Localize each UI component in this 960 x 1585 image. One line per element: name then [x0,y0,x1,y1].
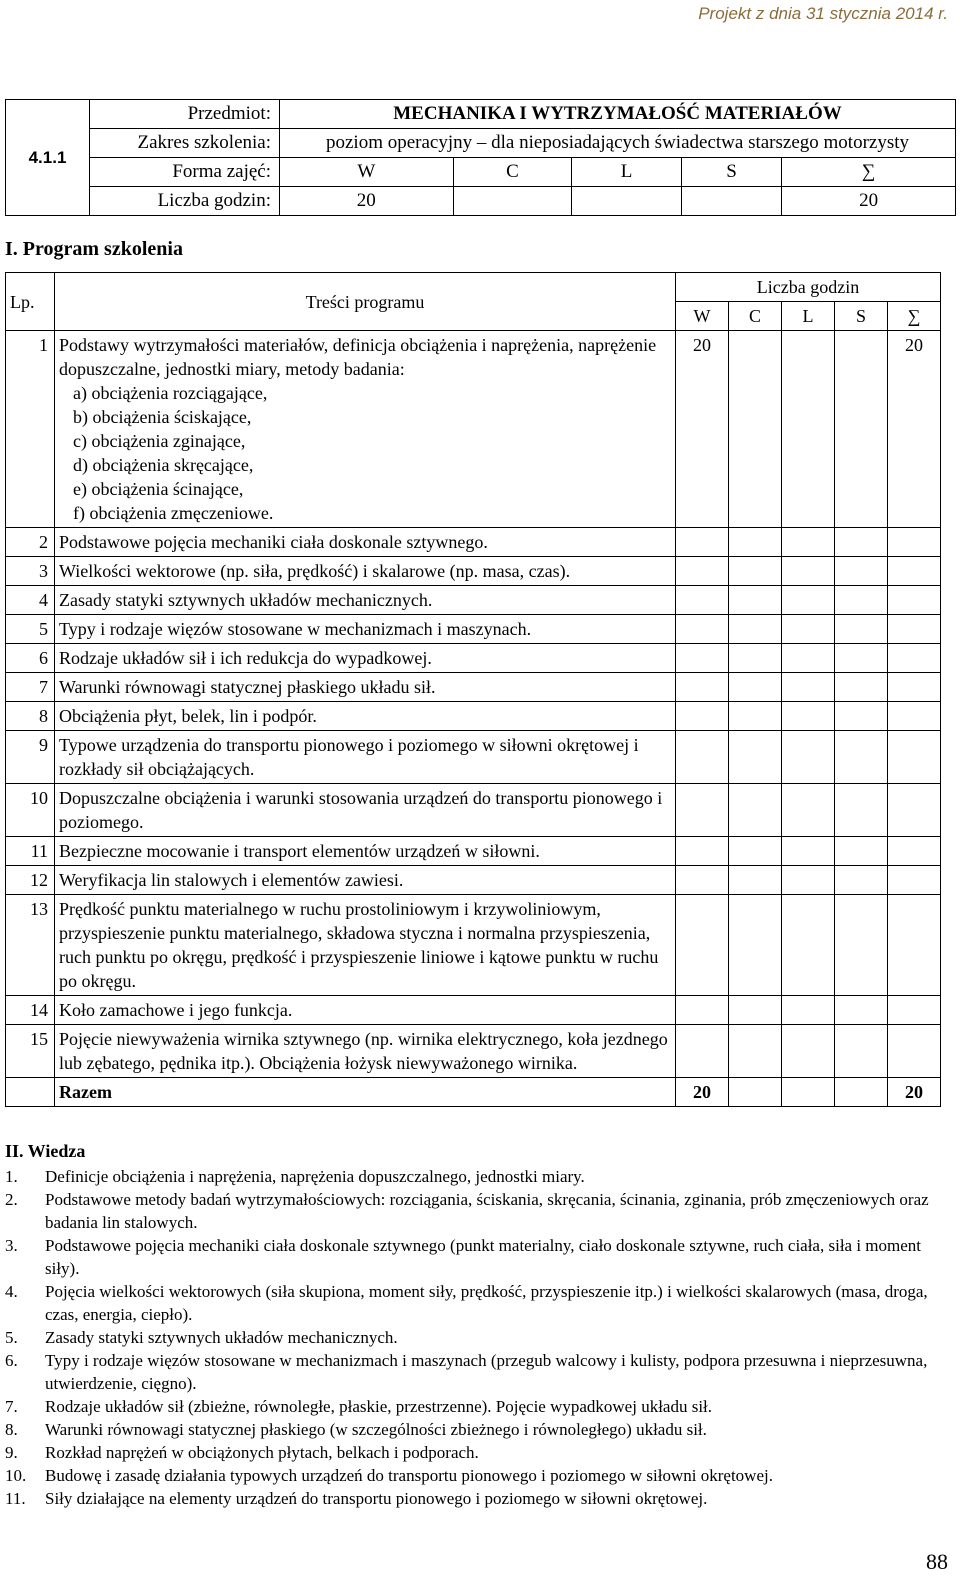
wiedza-item-text: Typy i rodzaje więzów stosowane w mechanizmach i maszynach (przegub walcowy i kulisty, podpora przesuwna i nieprzesuwna, utwierdzenie, cięgno). [45,1351,928,1393]
col-sum: ∑ [888,302,941,331]
program-row [6,557,941,586]
program-row-w: 20 [676,331,729,528]
subject-name: MECHANIKA I WYTRZYMAŁOŚĆ MATERIAŁÓW [280,100,956,129]
wiedza-item-text: Warunki równowagi statycznej płaskiego (w szczególności zbieżnego i równoległego) układu sił. [45,1420,707,1439]
program-row-sum [888,644,941,673]
wiedza-item [5,1165,945,1188]
program-row-number: 10 [6,784,55,837]
program-row-sum [888,996,941,1025]
wiedza-list [5,1165,945,1510]
liczba-c [453,187,572,216]
forma-w: W [280,158,454,187]
program-row-w [676,866,729,895]
wiedza-item [5,1326,945,1349]
wiedza-item-number: 5. [5,1328,18,1347]
program-row-sum [888,895,941,996]
wiedza-item [5,1280,945,1326]
program-row-number: 9 [6,731,55,784]
program-row-number: 1 [6,331,55,528]
program-row-content [55,731,676,784]
program-row-content [55,615,676,644]
wiedza-item-number: 2. [5,1190,18,1209]
wiedza-item-number: 1. [5,1167,18,1186]
wiedza-item [5,1464,945,1487]
program-row [6,731,941,784]
program-row-w [676,784,729,837]
program-row-sum [888,615,941,644]
program-row-content [55,702,676,731]
program-row-text: Dopuszczalne obciążenia i warunki stosowania urządzeń do transportu pionowego i poziomego. [59,788,663,832]
program-row-text: Podstawy wytrzymałości materiałów, definicja obciążenia i naprężenia, naprężenie dopuszczalne, jednostki miary, metody badania: [59,335,657,379]
program-row-w [676,615,729,644]
forma-c: C [453,158,572,187]
program-row-content [55,895,676,996]
forma-label: Forma zajęć: [90,158,280,187]
subject-label: Przedmiot: [90,100,280,129]
program-row-w [676,644,729,673]
wiedza-item-text: Rodzaje układów sił (zbieżne, równoległe, płaskie, przestrzenne). Pojęcie wypadkowej układu sił. [45,1397,713,1416]
subject-code: 4.1.1 [6,100,90,216]
program-row-number: 15 [6,1025,55,1078]
wiedza-item-number: 8. [5,1420,18,1439]
program-row-w [676,1025,729,1078]
wiedza-item-text: Podstawowe pojęcia mechaniki ciała doskonale sztywnego (punkt materialny, ciało doskonale sztywne, ruch ciała, siła i moment siły). [45,1236,922,1278]
wiedza-item [5,1487,945,1510]
wiedza-item-number: 11. [5,1489,26,1508]
program-subitem: f) obciążenia zmęczeniowe. [73,503,274,523]
wiedza-item-text: Rozkład naprężeń w obciążonych płytach, belkach i podporach. [45,1443,479,1462]
program-row-text: Wielkości wektorowe (np. siła, prędkość) i skalarowe (np. masa, czas). [59,561,571,581]
wiedza-item-text: Podstawowe metody badań wytrzymałościowych: rozciągania, ściskania, skręcania, ścinania, zginania, prób zmęczeniowych oraz badania lin stalowych. [45,1190,929,1232]
program-row-w [676,996,729,1025]
program-row-content [55,784,676,837]
program-row-text: Bezpieczne mocowanie i transport elementów urządzeń w siłowni. [59,841,540,861]
program-row-content [55,837,676,866]
program-row-text: Koło zamachowe i jego funkcja. [59,1000,293,1020]
program-row-w [676,895,729,996]
program-row-sum [888,837,941,866]
program-row-w [676,586,729,615]
program-row-number: 8 [6,702,55,731]
program-row-sum [888,784,941,837]
forma-l: L [572,158,681,187]
program-row-w [676,731,729,784]
wiedza-item-number: 3. [5,1236,18,1255]
total-empty [6,1078,55,1107]
program-row-number: 12 [6,866,55,895]
program-row-number: 14 [6,996,55,1025]
scope-value: poziom operacyjny – dla nieposiadających świadectwa starszego motorzysty [280,129,956,158]
program-subitem: e) obciążenia ścinające, [73,479,244,499]
col-l: L [782,302,835,331]
wiedza-item-number: 7. [5,1397,18,1416]
wiedza-item-text: Zasady statyki sztywnych układów mechanicznych. [45,1328,398,1347]
program-row-text: Zasady statyki sztywnych układów mechanicznych. [59,590,433,610]
program-row [6,784,941,837]
program-row-number: 2 [6,528,55,557]
wiedza-item [5,1395,945,1418]
program-row [6,586,941,615]
program-row-w [676,673,729,702]
liczba-l [572,187,681,216]
wiedza-item-text: Budowę i zasadę działania typowych urządzeń do transportu pionowego i poziomego w siłowni okrętowej. [45,1466,773,1485]
program-row [6,866,941,895]
program-row-w [676,528,729,557]
wiedza-item-number: 9. [5,1443,18,1462]
program-row-sum [888,866,941,895]
program-row-content [55,866,676,895]
program-row [6,615,941,644]
program-row-number: 4 [6,586,55,615]
scope-label: Zakres szkolenia: [90,129,280,158]
program-subitem: b) obciążenia ściskające, [73,407,252,427]
program-row-text: Typy i rodzaje więzów stosowane w mechanizmach i maszynach. [59,619,532,639]
wiedza-item [5,1234,945,1280]
wiedza-item-text: Pojęcia wielkości wektorowych (siła skupiona, moment siły, prędkość, przyspieszenie itp.) i wielkości skalarowych (masa, droga, czas, energia, ciepło). [45,1282,928,1324]
document-header: Projekt z dnia 31 stycznia 2014 r. [698,4,948,23]
wiedza-item [5,1418,945,1441]
program-row-sum [888,586,941,615]
program-table [5,272,941,1107]
total-w: 20 [676,1078,729,1107]
program-row-w [676,702,729,731]
program-subitem: c) obciążenia zginające, [73,431,246,451]
wiedza-item [5,1188,945,1234]
liczba-s [681,187,781,216]
wiedza-item-text: Definicje obciążenia i naprężenia, naprężenia dopuszczalnego, jednostki miary. [45,1167,585,1186]
col-w: W [676,302,729,331]
forma-s: S [681,158,781,187]
program-row [6,702,941,731]
program-row-w [676,837,729,866]
program-row-text: Warunki równowagi statycznej płaskiego układu sił. [59,677,436,697]
program-row-content [55,1025,676,1078]
program-row-content [55,644,676,673]
program-row-text: Prędkość punktu materialnego w ruchu prostoliniowym i krzywoliniowym, przyspieszenie punktu materialnego, składowa styczna i normalna przyspieszenia, ruch punktu po okręgu, prędkość i przyspieszenie liniowe i kątowe punktu w ruchu po okręgu. [59,899,659,991]
program-row-content [55,528,676,557]
wiedza-item [5,1441,945,1464]
program-row [6,644,941,673]
program-row [6,1025,941,1078]
col-tresci: Treści programu [55,273,676,331]
forma-sum: ∑ [782,158,956,187]
program-row-content [55,331,676,528]
program-row-content [55,557,676,586]
program-row-sum [888,702,941,731]
program-subitem: d) obciążenia skręcające, [73,455,254,475]
wiedza-item-number: 10. [5,1466,27,1485]
wiedza-item-text: Siły działające na elementy urządzeń do transportu pionowego i poziomego w siłowni okrętowej. [45,1489,708,1508]
program-section-title: I. Program szkolenia [5,238,183,260]
col-c: C [729,302,782,331]
program-row-number: 5 [6,615,55,644]
program-row-number: 7 [6,673,55,702]
program-row-w [676,557,729,586]
wiedza-title: II. Wiedza [5,1141,86,1161]
program-row-content [55,673,676,702]
program-subitem: a) obciążenia rozciągające, [73,383,268,403]
program-row-sum [888,557,941,586]
liczba-label: Liczba godzin: [90,187,280,216]
program-row-number: 13 [6,895,55,996]
subject-table [5,99,956,216]
program-row-sum [888,731,941,784]
total-label: Razem [55,1078,676,1107]
total-row [6,1078,941,1107]
wiedza-item-number: 6. [5,1351,18,1370]
program-row [6,837,941,866]
program-row-sum [888,673,941,702]
wiedza-item [5,1349,945,1395]
program-row-number: 11 [6,837,55,866]
program-row [6,331,941,528]
program-row-text: Obciążenia płyt, belek, lin i podpór. [59,706,317,726]
program-row-sum: 20 [888,331,941,528]
wiedza-item-number: 4. [5,1282,18,1301]
col-liczba-godzin: Liczba godzin [676,273,941,302]
program-row-content [55,586,676,615]
liczba-w: 20 [280,187,454,216]
col-lp: Lp. [6,273,55,331]
program-row-text: Weryfikacja lin stalowych i elementów zawiesi. [59,870,404,890]
program-row-sum [888,528,941,557]
program-row [6,996,941,1025]
program-row [6,528,941,557]
program-row-text: Typowe urządzenia do transportu pionowego i poziomego w siłowni okrętowej i rozkłady sił obciążających. [59,735,639,779]
program-row-text: Podstawowe pojęcia mechaniki ciała doskonale sztywnego. [59,532,488,552]
program-row-content [55,996,676,1025]
program-row-sum [888,1025,941,1078]
program-row-number: 6 [6,644,55,673]
program-row-text: Pojęcie niewyważenia wirnika sztywnego (np. wirnika elektrycznego, koła jezdnego lub zębatego, pędnika itp.). Obciążenia łożysk niewyważonego wirnika. [59,1029,668,1073]
total-sum: 20 [888,1078,941,1107]
liczba-sum: 20 [782,187,956,216]
program-row-number: 3 [6,557,55,586]
program-row-text: Rodzaje układów sił i ich redukcja do wypadkowej. [59,648,432,668]
col-s: S [835,302,888,331]
program-row [6,895,941,996]
page-number: 88 [926,1549,948,1574]
program-row [6,673,941,702]
